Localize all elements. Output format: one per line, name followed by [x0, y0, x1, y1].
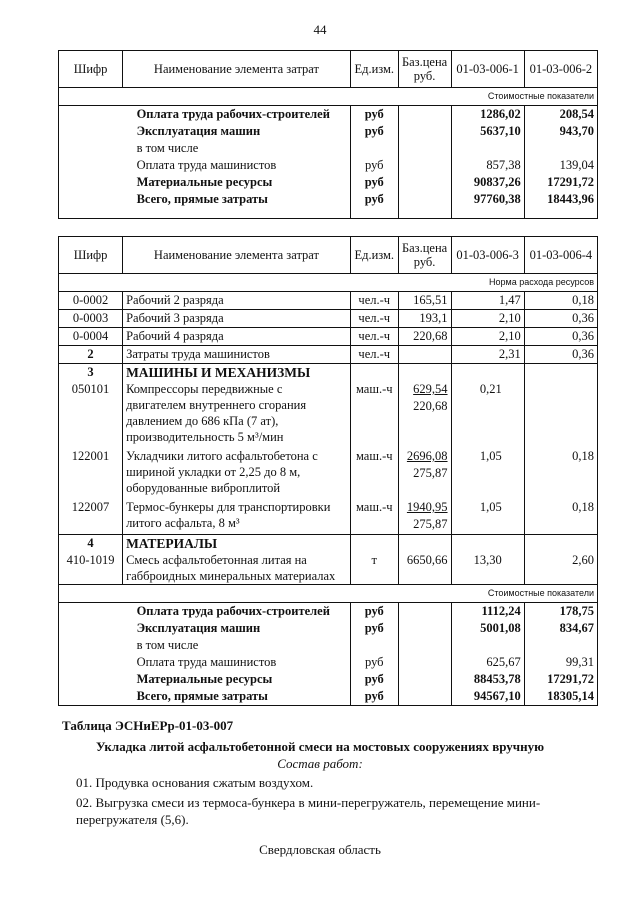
material-code: 410-1019	[59, 552, 123, 585]
section-code: 4	[59, 535, 123, 553]
cost-unit: руб	[350, 157, 398, 174]
header-col-code-2: 01-03-006-2	[524, 51, 597, 88]
resource-code: 0-0004	[59, 328, 123, 346]
cost-value-2: 17291,72	[524, 671, 597, 688]
section-code: 3	[59, 364, 123, 382]
machine-unit: маш.-ч	[350, 381, 398, 448]
resource-value-1: 1,47	[451, 292, 524, 310]
resource-row	[59, 292, 598, 310]
resource-price	[398, 346, 451, 364]
machine-code: 122007	[59, 499, 123, 535]
table-header-row	[59, 51, 598, 88]
cost-code-cell	[59, 637, 123, 654]
header-unit: Ед.изм.	[350, 237, 398, 274]
resource-row	[59, 328, 598, 346]
section-row	[59, 364, 598, 382]
section-price-cell	[398, 535, 451, 553]
section-price-cell	[398, 364, 451, 382]
machine-value-1: 1,05	[451, 448, 524, 499]
cost-value-2: 17291,72	[524, 174, 597, 191]
cost-value-2: 178,75	[524, 603, 597, 621]
name-line: Компрессоры передвижные с	[126, 382, 283, 396]
cost-value-2: 99,31	[524, 654, 597, 671]
resource-value-1: 2,10	[451, 310, 524, 328]
cost-unit: руб	[350, 688, 398, 706]
work-item: 02. Выгрузка смеси из термоса-бункера в мини-перегружатель, перемещение мини-перегружателя (5,6).	[76, 795, 541, 827]
machine-price-top: 1940,95	[406, 500, 448, 514]
header-col-code-3: 01-03-006-3	[451, 237, 524, 274]
cost-price-cell	[398, 157, 451, 174]
subheader-row	[59, 274, 598, 292]
cost-value-1: 88453,78	[451, 671, 524, 688]
resource-unit: чел.-ч	[350, 328, 398, 346]
cost-value-2: 18305,14	[524, 688, 597, 706]
name-line: Смесь асфальтобетонная литая на	[126, 553, 307, 567]
header-name: Наименование элемента затрат	[123, 51, 351, 88]
name-line: Термос-бункеры для транспортировки	[126, 500, 331, 514]
resource-value-1: 2,10	[451, 328, 524, 346]
machine-row	[59, 381, 598, 448]
cost-name: Оплата труда рабочих-строителей	[136, 604, 330, 618]
page-number: 44	[313, 22, 327, 37]
cost-value-2: 834,67	[524, 620, 597, 637]
machine-unit: маш.-ч	[350, 448, 398, 499]
cost-value-1: 94567,10	[451, 688, 524, 706]
header-col-code-4: 01-03-006-4	[524, 237, 597, 274]
resource-unit: чел.-ч	[350, 346, 398, 364]
cost-price-cell	[398, 174, 451, 191]
material-value-1: 13,30	[451, 552, 524, 585]
machine-row	[59, 448, 598, 499]
cost-unit	[350, 140, 398, 157]
cost-price-cell	[398, 140, 451, 157]
material-unit: т	[350, 552, 398, 585]
machine-name	[123, 448, 351, 499]
resource-unit: чел.-ч	[350, 292, 398, 310]
machine-price	[398, 381, 451, 448]
resource-unit: чел.-ч	[350, 310, 398, 328]
cost-name: Оплата труда рабочих-строителей	[136, 107, 330, 121]
cost-name: Эксплуатация машин	[136, 124, 261, 138]
cost-value-2	[524, 140, 597, 157]
header-name: Наименование элемента затрат	[123, 237, 351, 274]
resource-code: 0-0003	[59, 310, 123, 328]
cost-row	[59, 654, 598, 671]
machine-price-bottom: 275,87	[413, 466, 448, 480]
machine-code: 050101	[59, 381, 123, 448]
machine-price-bottom: 275,87	[413, 517, 448, 531]
cost-value-1: 1286,02	[451, 106, 524, 124]
machine-code: 122001	[59, 448, 123, 499]
material-name	[123, 552, 351, 585]
cost-price-cell	[398, 603, 451, 621]
cost-row	[59, 671, 598, 688]
resource-name: Затраты труда машинистов	[123, 346, 351, 364]
cost-value-1: 97760,38	[451, 191, 524, 219]
resource-name: Рабочий 3 разряда	[123, 310, 351, 328]
composition-label: Состав работ:	[277, 756, 363, 771]
region-footer: Свердловская область	[259, 842, 381, 857]
cost-value-2: 18443,96	[524, 191, 597, 219]
cost-value-2: 208,54	[524, 106, 597, 124]
machine-price-bottom: 220,68	[413, 399, 448, 413]
cost-name: Материальные ресурсы	[136, 672, 273, 686]
cost-value-1: 1112,24	[451, 603, 524, 621]
name-line: Укладчики литого асфальтобетона с	[126, 449, 318, 463]
header-col-code-1: 01-03-006-1	[451, 51, 524, 88]
cost-row	[59, 123, 598, 140]
cost-row	[59, 620, 598, 637]
cost-name: Оплата труда машинистов	[136, 158, 277, 172]
cost-unit: руб	[350, 191, 398, 219]
cost-name: в том числе	[136, 638, 199, 652]
machine-value-2: 0,18	[524, 448, 597, 499]
section-title: МАТЕРИАЛЫ	[123, 535, 351, 553]
machine-value-2: 0,18	[524, 499, 597, 535]
resource-value-1: 2,31	[451, 346, 524, 364]
machine-name	[123, 381, 351, 448]
resource-code: 2	[59, 346, 123, 364]
subheader-row	[59, 585, 598, 603]
machine-price-top: 2696,08	[406, 449, 448, 463]
cost-value-2: 943,70	[524, 123, 597, 140]
cost-price-cell	[398, 637, 451, 654]
header-base-price: Баз.цена руб.	[398, 237, 451, 274]
material-row	[59, 552, 598, 585]
name-line: габброидных минеральных материалах	[126, 569, 336, 583]
name-line: давлением до 686 кПа (7 ат),	[126, 414, 279, 428]
cost-row	[59, 157, 598, 174]
resource-value-2: 0,36	[524, 310, 597, 328]
section-unit-cell	[350, 364, 398, 382]
section-v2-cell	[524, 364, 597, 382]
cost-name: в том числе	[136, 141, 199, 155]
resource-price: 220,68	[398, 328, 451, 346]
cost-code-cell	[59, 106, 123, 124]
cost-code-cell	[59, 123, 123, 140]
resource-value-2: 0,36	[524, 328, 597, 346]
section-row	[59, 535, 598, 553]
cost-code-cell	[59, 654, 123, 671]
subheader-resource-norm: Норма расхода ресурсов	[59, 274, 598, 292]
cost-value-1: 857,38	[451, 157, 524, 174]
cost-value-2: 139,04	[524, 157, 597, 174]
cost-row	[59, 191, 598, 219]
next-table-subtitle: Укладка литой асфальтобетонной смеси на мостовых сооружениях вручную	[95, 739, 545, 754]
cost-value-1	[451, 637, 524, 654]
name-line: оборудованные виброплитой	[126, 481, 281, 495]
material-price: 6650,66	[398, 552, 451, 585]
section-v1-cell	[451, 364, 524, 382]
subheader-cost-indicators: Стоимостные показатели	[59, 585, 598, 603]
section-v2-cell	[524, 535, 597, 553]
cost-code-cell	[59, 688, 123, 706]
cost-value-2	[524, 637, 597, 654]
header-code: Шифр	[59, 51, 123, 88]
table-header-row	[59, 237, 598, 274]
resource-price: 165,51	[398, 292, 451, 310]
cost-name: Оплата труда машинистов	[136, 655, 277, 669]
header-unit: Ед.изм.	[350, 51, 398, 88]
cost-row	[59, 140, 598, 157]
cost-name: Всего, прямые затраты	[123, 191, 351, 219]
cost-name: Материальные ресурсы	[136, 175, 273, 189]
cost-unit	[350, 637, 398, 654]
machine-value-2	[524, 381, 597, 448]
machine-value-1: 1,05	[451, 499, 524, 535]
resource-value-2: 0,18	[524, 292, 597, 310]
next-table-title: Таблица ЭСНиЕРр-01-03-007	[62, 718, 234, 733]
estimate-table-2	[58, 236, 598, 706]
resource-price: 193,1	[398, 310, 451, 328]
cost-price-cell	[398, 688, 451, 706]
resource-name: Рабочий 4 разряда	[123, 328, 351, 346]
resource-code: 0-0002	[59, 292, 123, 310]
cost-price-cell	[398, 123, 451, 140]
cost-row	[59, 603, 598, 621]
cost-unit: руб	[350, 603, 398, 621]
cost-row	[59, 106, 598, 124]
material-value-2: 2,60	[524, 552, 597, 585]
cost-code-cell	[59, 191, 123, 219]
name-line: двигателем внутреннего сгорания	[126, 398, 307, 412]
machine-price-top: 629,54	[413, 382, 448, 396]
cost-code-cell	[59, 603, 123, 621]
cost-row	[59, 174, 598, 191]
subheader-cost-indicators: Стоимостные показатели	[59, 88, 598, 106]
cost-price-cell	[398, 106, 451, 124]
estimate-table-1	[58, 50, 598, 219]
cost-unit: руб	[350, 671, 398, 688]
header-base-price: Баз.цена руб.	[398, 51, 451, 88]
cost-code-cell	[59, 620, 123, 637]
section-title: МАШИНЫ И МЕХАНИЗМЫ	[123, 364, 351, 382]
cost-unit: руб	[350, 174, 398, 191]
cost-price-cell	[398, 191, 451, 219]
section-v1-cell	[451, 535, 524, 553]
resource-value-2: 0,36	[524, 346, 597, 364]
resource-name: Рабочий 2 разряда	[123, 292, 351, 310]
cost-code-cell	[59, 671, 123, 688]
cost-value-1	[451, 140, 524, 157]
cost-code-cell	[59, 174, 123, 191]
machine-price	[398, 448, 451, 499]
machine-name	[123, 499, 351, 535]
work-item: 01. Продувка основания сжатым воздухом.	[76, 775, 314, 790]
machine-unit: маш.-ч	[350, 499, 398, 535]
machine-value-1: 0,21	[451, 381, 524, 448]
cost-unit: руб	[350, 620, 398, 637]
cost-price-cell	[398, 671, 451, 688]
name-line: литого асфальта, 8 м³	[126, 516, 240, 530]
section-unit-cell	[350, 535, 398, 553]
cost-unit: руб	[350, 123, 398, 140]
header-code: Шифр	[59, 237, 123, 274]
name-line: шириной укладки от 2,25 до 8 м,	[126, 465, 301, 479]
cost-price-cell	[398, 620, 451, 637]
name-line: производительность 5 м³/мин	[126, 430, 284, 444]
cost-row	[59, 637, 598, 654]
cost-name: Всего, прямые затраты	[123, 688, 351, 706]
resource-row	[59, 346, 598, 364]
cost-value-1: 5001,08	[451, 620, 524, 637]
machine-price	[398, 499, 451, 535]
cost-code-cell	[59, 140, 123, 157]
cost-price-cell	[398, 654, 451, 671]
cost-unit: руб	[350, 654, 398, 671]
machine-row	[59, 499, 598, 535]
cost-row	[59, 688, 598, 706]
cost-value-1: 625,67	[451, 654, 524, 671]
cost-value-1: 90837,26	[451, 174, 524, 191]
resource-row	[59, 310, 598, 328]
cost-code-cell	[59, 157, 123, 174]
cost-value-1: 5637,10	[451, 123, 524, 140]
subheader-row	[59, 88, 598, 106]
cost-unit: руб	[350, 106, 398, 124]
cost-name: Эксплуатация машин	[136, 621, 261, 635]
